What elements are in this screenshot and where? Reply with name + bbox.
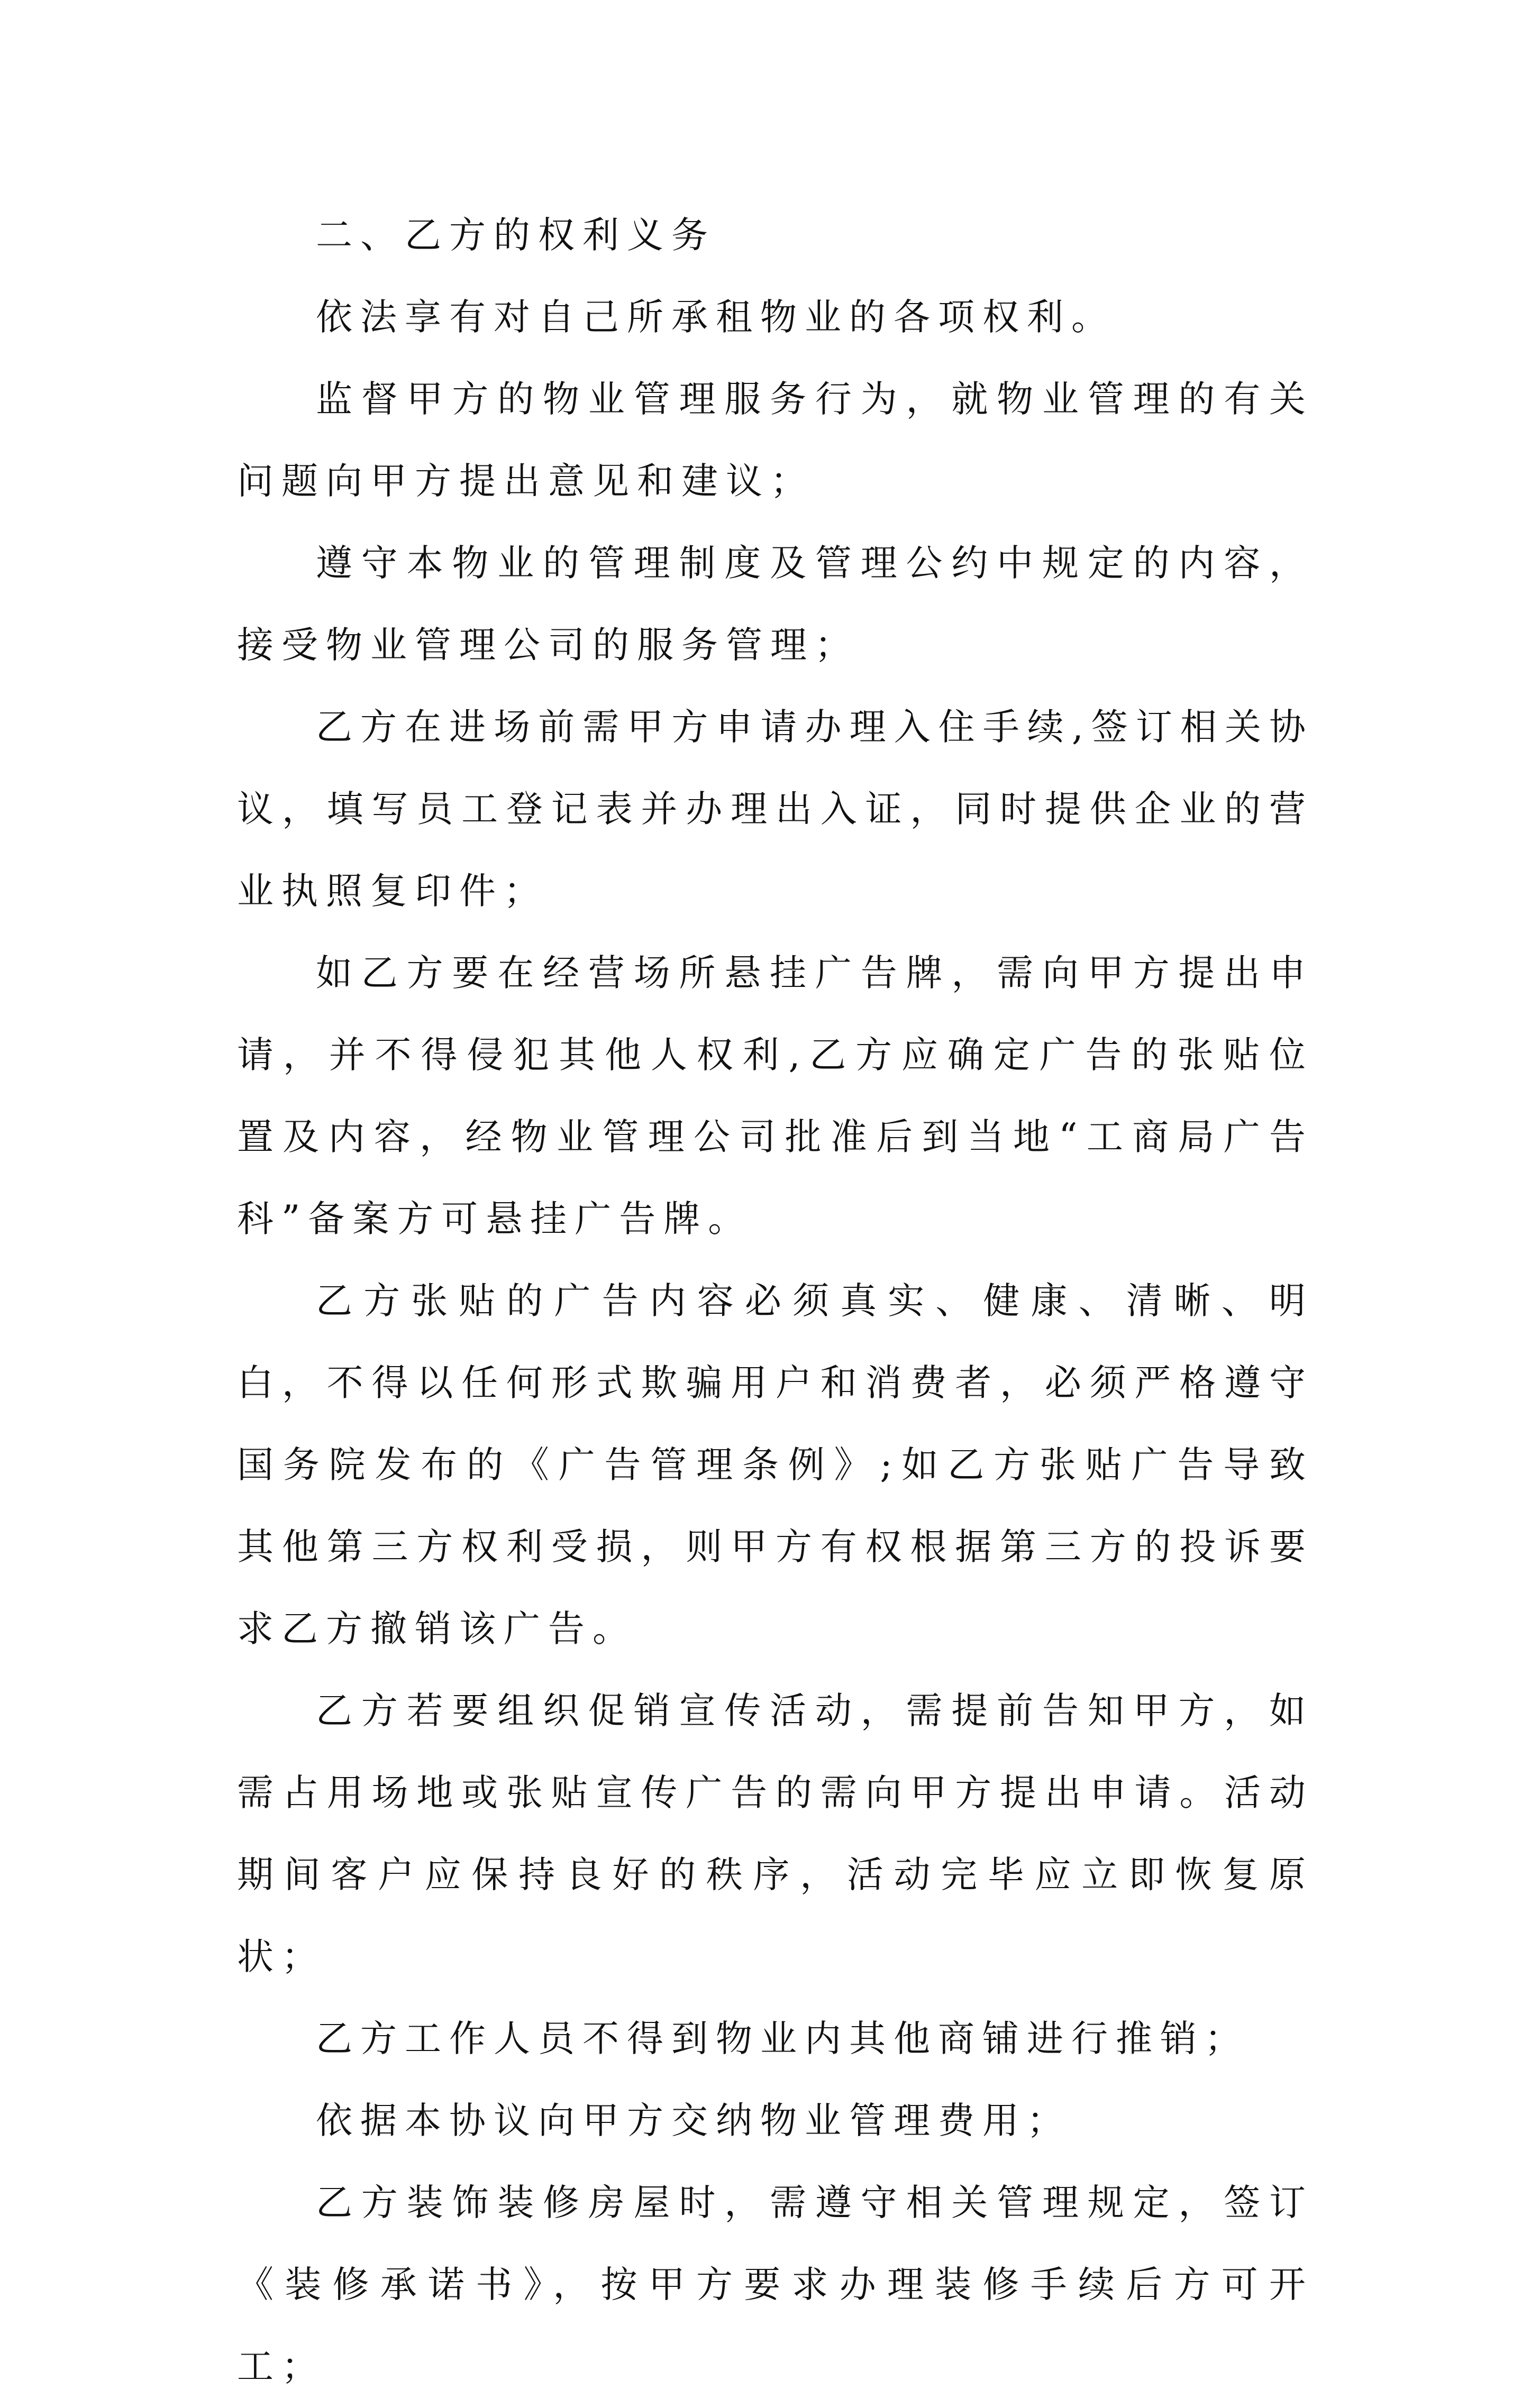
clause-paragraph: 遵守本物业的管理制度及管理公约中规定的内容，接受物业管理公司的服务管理； xyxy=(237,542,1314,666)
clause-paragraph: 乙方张贴的广告内容必须真实、健康、清晰、明白，不得以任何形式欺骗用户和消费者，必须严格遵守国务院发布的《广告管理条例》;如乙方张贴广告导致其他第三方权利受损，则甲方有权根据第三方的投诉要求乙方撤销该广告。 xyxy=(237,1280,1314,1650)
clause-paragraph: 如乙方要在经营场所悬挂广告牌，需向甲方提出申请，并不得侵犯其他人权利,乙方应确定广告的张贴位置及内容，经物业管理公司批准后到当地“工商局广告科”备案方可悬挂广告牌。 xyxy=(237,952,1314,1240)
clause-paragraph: 监督甲方的物业管理服务行为，就物业管理的有关问题向甲方提出意见和建议； xyxy=(237,378,1314,502)
clause-paragraph: 乙方在进场前需甲方申请办理入住手续,签订相关协议，填写员工登记表并办理出入证，同时提供企业的营业执照复印件； xyxy=(237,706,1314,912)
clause-paragraph: 依据本协议向甲方交纳物业管理费用； xyxy=(316,2100,1071,2142)
clause-paragraph: 乙方工作人员不得到物业内其他商铺进行推销； xyxy=(316,2018,1249,2060)
clause-paragraph: 乙方若要组织促销宣传活动，需提前告知甲方，如需占用场地或张贴宣传广告的需向甲方提出申请。活动期间客户应保持良好的秩序，活动完毕应立即恢复原状； xyxy=(237,1690,1314,1978)
document-body xyxy=(237,195,1314,2408)
clause-paragraph: 依法享有对自己所承租物业的各项权利。 xyxy=(316,296,1116,338)
clause-paragraph: 乙方装饰装修房屋时，需遵守相关管理规定，签订《装修承诺书》，按甲方要求办理装修手续后方可开工； xyxy=(237,2182,1314,2388)
section-heading: 二、乙方的权利义务 xyxy=(316,214,716,257)
